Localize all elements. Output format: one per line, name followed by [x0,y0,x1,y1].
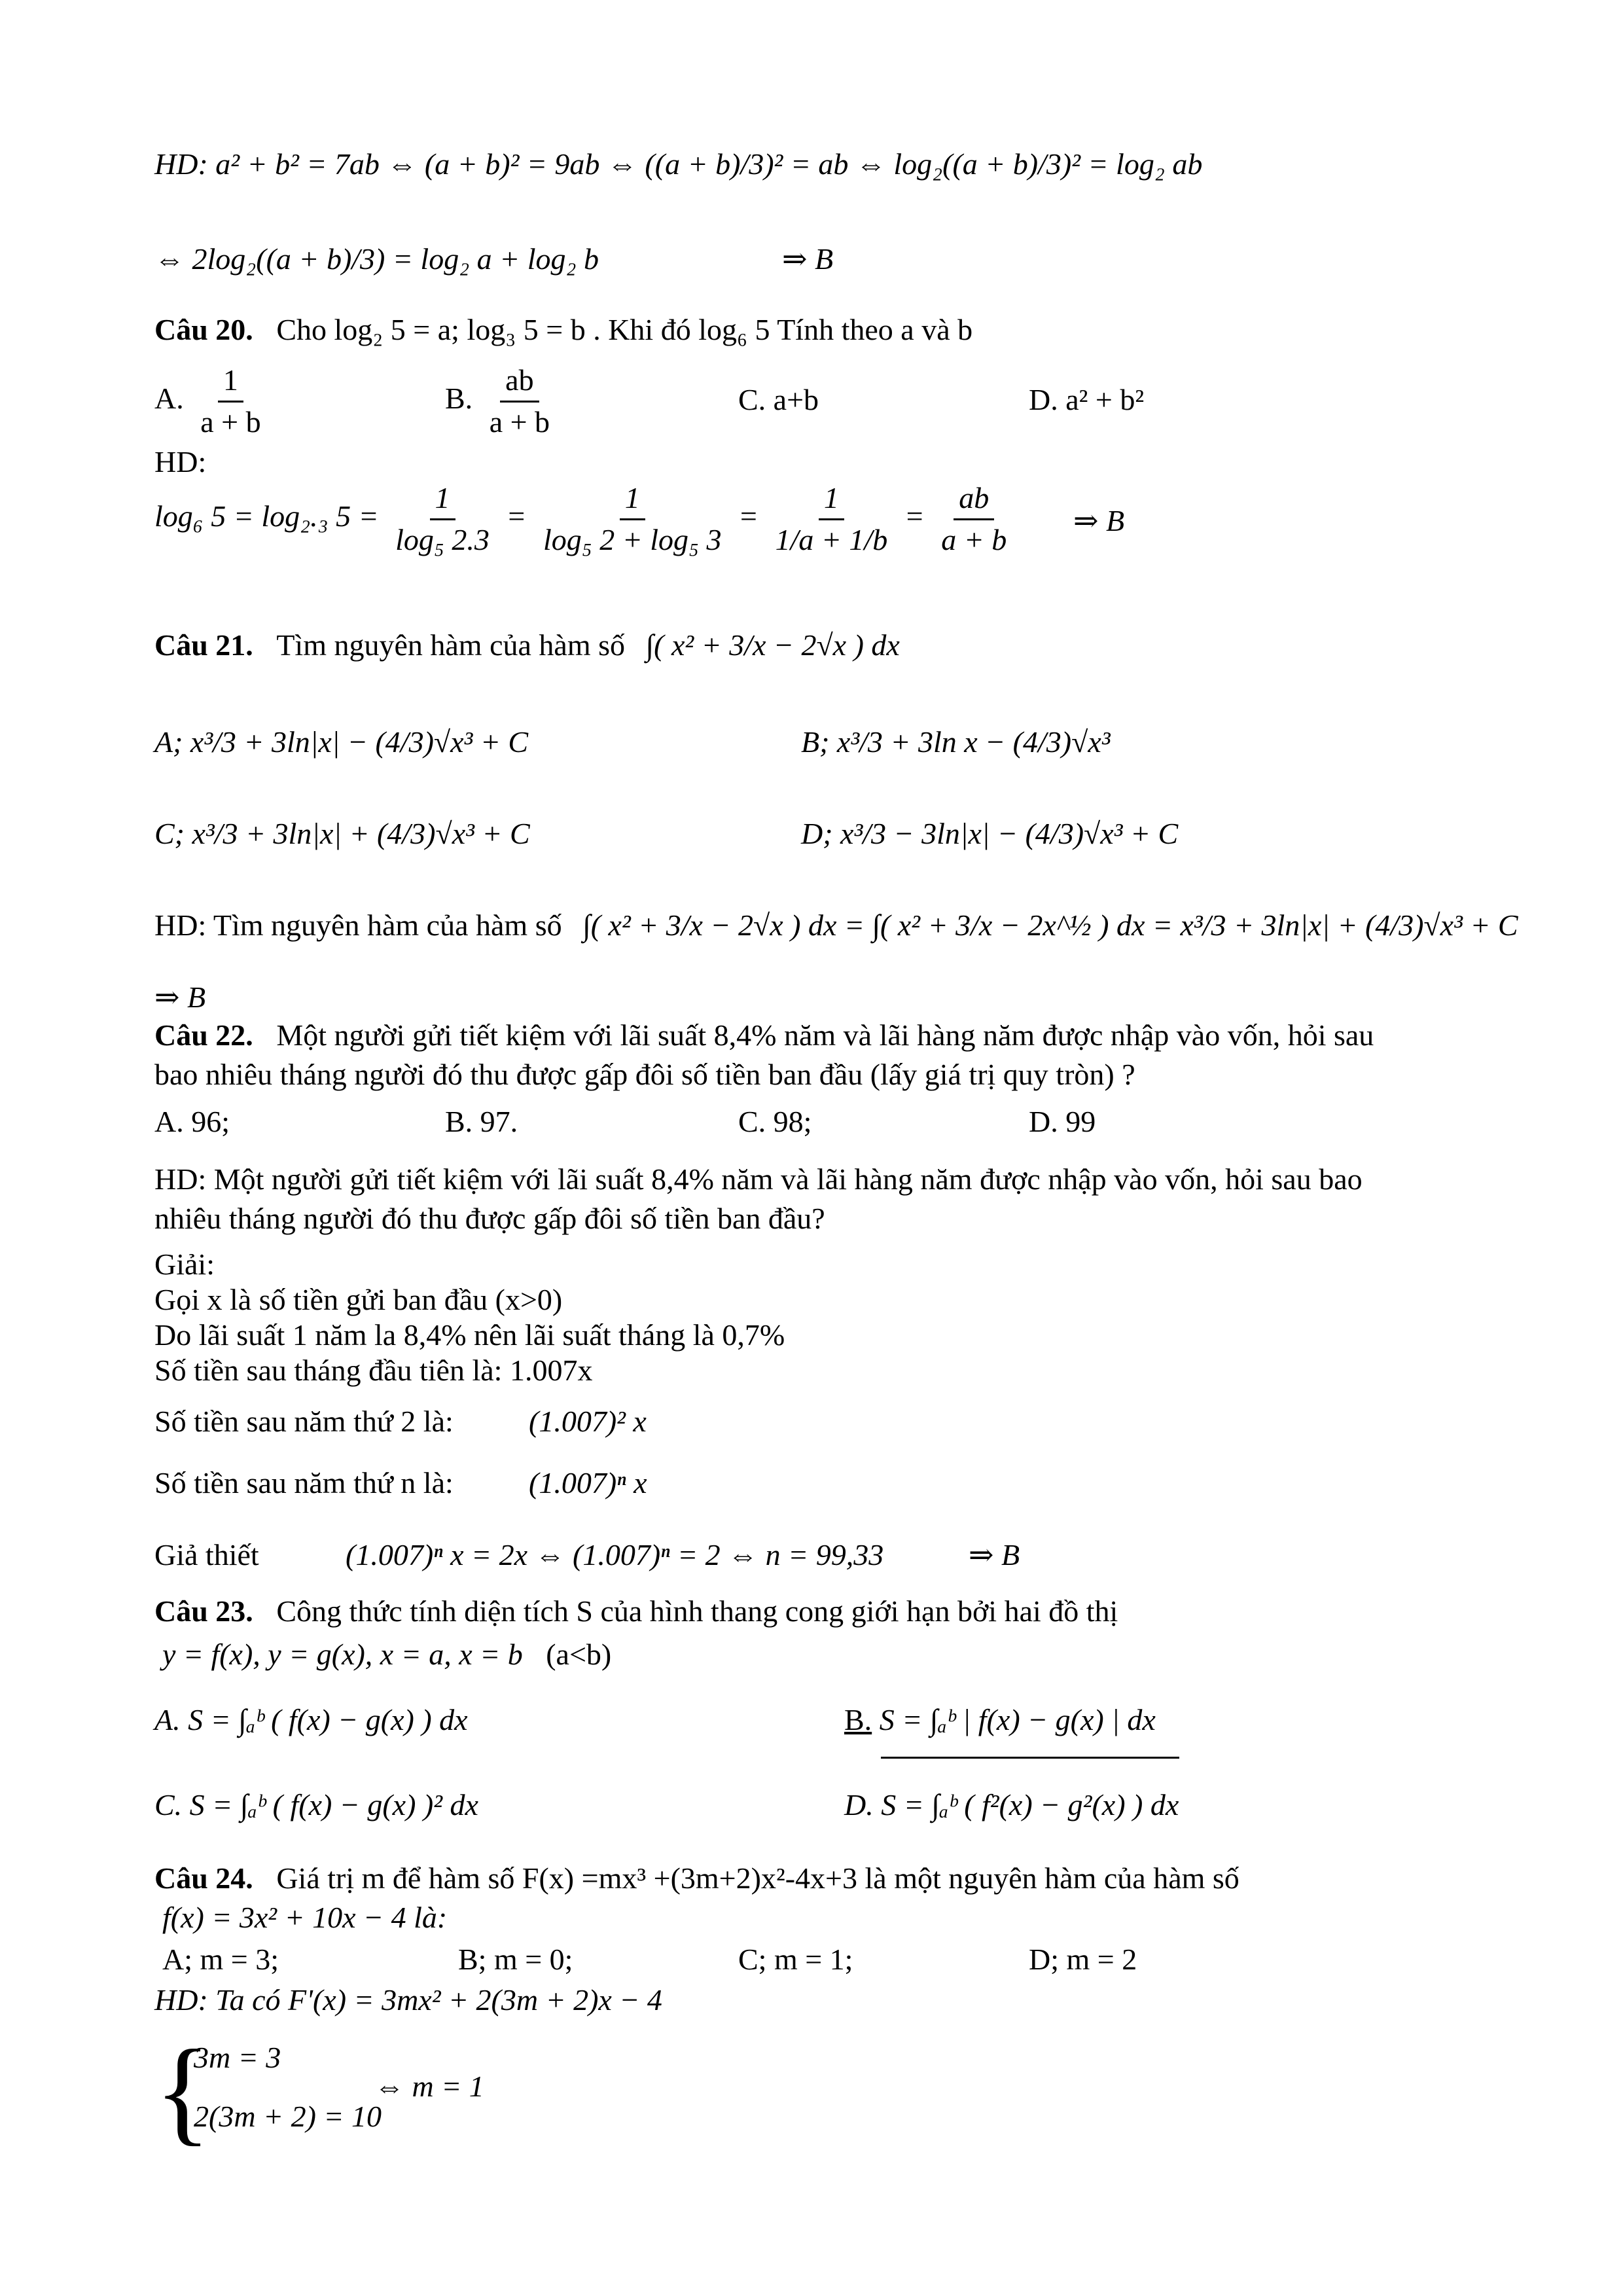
q24-option-d: D; m = 2 [1029,1943,1137,1976]
q20-answer: ⇒ B [1073,504,1125,537]
question-20-label: Câu 20. [154,313,253,346]
q23-option-b [844,1703,1156,1738]
q22-hd-line-1: HD: Một người gửi tiết kiệm với lãi suất 8,4% năm và lãi hàng năm được nhập vào vốn, hỏi sau bao [154,1162,1363,1196]
q23-option-a: A. S = ∫ₐᵇ ( f(x) − g(x) ) dx [154,1703,468,1736]
q20-f4-den: a + b [941,522,1007,556]
q24-system-eq-2: 2(3m + 2) = 10 [194,2100,382,2133]
q22-option-b: B. 97. [445,1105,518,1138]
q20-option-b-fraction [484,363,555,440]
question-21-text: Tìm nguyên hàm của hàm số [276,628,626,662]
question-22-label: Câu 22. [154,1018,253,1052]
q20-b-den: a + b [489,404,550,439]
q20-sol-frac-3 [770,481,893,558]
q21-answer: ⇒ B [154,980,206,1014]
q24-function: f(x) = 3x² + 10x − 4 là: [162,1901,448,1934]
q22-option-c: C. 98; [738,1105,812,1138]
q24-system-eq-1: 3m = 3 [194,2041,281,2074]
question-21-integral: ∫( x² + 3/x − 2√x ) dx [645,628,900,662]
q23-option-d: D. S = ∫ₐᵇ ( f²(x) − g²(x) ) dx [844,1788,1179,1821]
q23-option-b-formula: S = ∫ₐᵇ | f(x) − g(x) | dx [879,1703,1156,1736]
q24-option-a: A; m = 3; [162,1943,279,1976]
q22-step-2: Do lãi suất 1 năm la 8,4% nên lãi suất tháng là 0,7% [154,1318,785,1352]
question-22-text-1: Một người gửi tiết kiệm với lãi suất 8,4% năm và lãi hàng năm được nhập vào vốn, hỏi sau [276,1018,1374,1052]
q24-option-b: B; m = 0; [458,1943,573,1976]
q20-sol-frac-1 [390,481,495,558]
q20-a-num: 1 [218,363,243,403]
q20-option-c: C. a+b [738,383,819,416]
q20-sol-frac-4 [936,481,1012,558]
q22-step-3: Số tiền sau tháng đầu tiên là: 1.007x [154,1354,593,1387]
question-23-text: Công thức tính diện tích S của hình thang cong giới hạn bởi hai đồ thị [276,1594,1118,1628]
question-24 [154,1861,1240,1896]
q24-option-c: C; m = 1; [738,1943,853,1976]
q21-option-b: B; x³/3 + 3ln x − (4/3)√x³ [801,725,1111,759]
q21-hd-formula: ∫( x² + 3/x − 2√x ) dx = ∫( x² + 3/x − 2x^½ ) dx = x³/3 + 3ln|x| + (4/3)√x³ + C [582,908,1518,942]
q22-option-a: A. 96; [154,1105,230,1138]
question-20 [154,313,972,348]
q23-option-b-underline [881,1757,1179,1759]
hd-line-2: ⇔ 2log₂((a + b)/3) = log₂ a + log₂ b [154,242,599,276]
q20-f1-num: 1 [430,481,455,520]
q23-condition-ab: (a<b) [546,1638,612,1671]
question-24-label: Câu 24. [154,1861,253,1895]
q20-solution: log₆ 5 = log₂.₃ 5 = $\frac{1}{\text{log₅ 2.3}}$ = $\frac{1}{\text{log₅ 2 + log₅ 3}}$ = $\frac{1}{1/a + 1/b}$ = $\frac{ab}{a + b}$ [154,481,1016,558]
q20-f2-den: log₅ 2 + log₅ 3 [543,522,722,556]
q23-condition-formula: y = f(x), y = g(x), x = a, x = b [162,1638,523,1671]
q22-step-6-label: Giả thiết [154,1538,259,1571]
q20-option-a [154,363,270,440]
question-23-label: Câu 23. [154,1594,253,1628]
hd-line-2-answer: ⇒ B [782,242,834,276]
q20-option-b [445,363,559,440]
q20-sol-lhs: log₆ 5 = log₂.₃ 5 = [154,499,379,533]
q20-option-b-label: B. [445,381,473,415]
q21-option-a: A; x³/3 + 3ln|x| − (4/3)√x³ + C [154,725,529,759]
q20-f3-num: 1 [819,481,844,520]
q21-option-c: C; x³/3 + 3ln|x| + (4/3)√x³ + C [154,817,530,850]
q22-step-5-label: Số tiền sau năm thứ n là: [154,1466,454,1499]
q20-sol-frac-2 [538,481,727,558]
question-24-text: Giá trị m để hàm số F(x) =mx³ +(3m+2)x²-4x+3 là một nguyên hàm của hàm số [276,1861,1240,1895]
q22-answer: ⇒ B [969,1538,1020,1571]
q23-condition [162,1638,611,1672]
q22-hd-line-2: nhiêu tháng người đó thu được gấp đôi số tiền ban đầu? [154,1202,825,1235]
q22-step-4-value: (1.007)² x [529,1405,647,1438]
q20-f3-den: 1/a + 1/b [775,522,888,556]
q24-system-brace: { [154,2026,211,2156]
q20-option-a-fraction [195,363,266,440]
q22-giai: Giải: [154,1247,215,1281]
q20-a-den: a + b [200,404,261,439]
question-21-label: Câu 21. [154,628,253,662]
q22-step-5-value: (1.007)ⁿ x [529,1466,647,1499]
q23-option-b-label: B. [844,1703,872,1736]
q20-f2-num: 1 [620,481,645,520]
q21-hd-text: HD: Tìm nguyên hàm của hàm số [154,908,562,942]
question-22-line-2: bao nhiêu tháng người đó thu được gấp đôi số tiền ban đầu (lấy giá trị quy tròn) ? [154,1058,1135,1091]
q24-hd: HD: Ta có F'(x) = 3mx² + 2(3m + 2)x − 4 [154,1983,662,2017]
q24-system-result: ⇔ m = 1 [374,2070,484,2103]
q20-f1-den: log₅ 2.3 [395,522,490,556]
question-21 [154,628,900,663]
question-20-text: Cho log₂ 5 = a; log₃ 5 = b . Khi đó log₆ 5 Tính theo a và b [276,313,973,346]
q22-step-4-label: Số tiền sau năm thứ 2 là: [154,1405,454,1438]
q20-option-d: D. a² + b² [1029,383,1145,416]
q21-option-d: D; x³/3 − 3ln|x| − (4/3)√x³ + C [801,817,1179,850]
q20-b-num: ab [500,363,539,403]
q20-f4-num: ab [954,481,994,520]
hd-line-1: HD: a² + b² = 7ab ⇔ (a + b)² = 9ab ⇔ ((a + b)/3)² = ab ⇔ log₂((a + b)/3)² = log₂ ab [154,147,1203,181]
q20-option-a-label: A. [154,381,184,415]
q21-hd [154,908,1518,943]
q23-option-c: C. S = ∫ₐᵇ ( f(x) − g(x) )² dx [154,1788,478,1821]
question-22-line-1 [154,1018,1374,1053]
q22-step-6-value: (1.007)ⁿ x = 2x ⇔ (1.007)ⁿ = 2 ⇔ n = 99,33 [346,1538,884,1571]
q22-option-d: D. 99 [1029,1105,1096,1138]
q20-hd-label: HD: [154,445,207,478]
q22-step-1: Gọi x là số tiền gửi ban đầu (x>0) [154,1283,563,1316]
question-23 [154,1594,1118,1629]
